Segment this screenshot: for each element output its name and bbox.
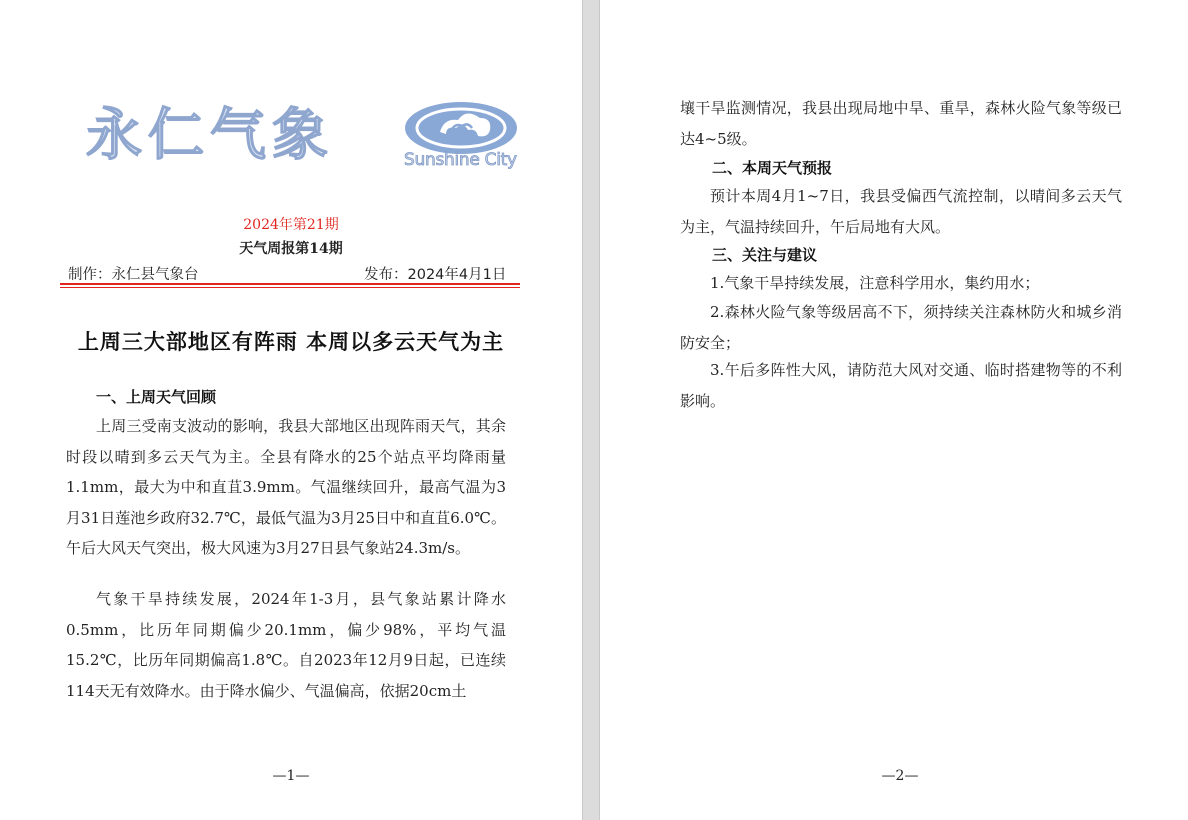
issue-number: 2024年第21期 [243, 217, 339, 233]
headline: 上周三大部地区有阵雨 本周以多云天气为主 [77, 329, 505, 354]
issue-subtitle: 天气周报第14期 [239, 241, 343, 257]
masthead [86, 98, 526, 182]
header-divider-thick [60, 283, 520, 285]
page-2 [600, 0, 1188, 820]
masthead-subtitle: Sunshine City [404, 150, 517, 170]
advice-item-2: 2.森林火险气象等级居高不下，须持续关注森林防火和城乡消防安全； [680, 303, 1122, 352]
advice-item-3: 3.午后多阵性大风，请防范大风对交通、临时搭建物等的不利影响。 [680, 361, 1122, 410]
page-number-2: —2— [881, 768, 919, 784]
producer-label: 制作：永仁县气象台 [68, 267, 199, 283]
section-review-title: 一、上周天气回顾 [96, 388, 217, 406]
section-forecast-title: 二、本周天气预报 [712, 159, 833, 177]
review-paragraph-2: 气象干旱持续发展，2024年1-3月，县气象站累计降水0.5mm，比历年同期偏少20.1mm，偏少98%，平均气温15.2℃，比历年同期偏高1.8℃。自2023年12月9日起，已连续114天无有效降水。由于降水偏少、气温偏高，依据20cm土 [66, 590, 506, 700]
section-advice-title: 三、关注与建议 [712, 246, 818, 264]
page-1 [0, 0, 582, 820]
page-number-1: —1— [272, 768, 310, 784]
masthead-title: 永仁气象 [86, 103, 334, 168]
review-paragraph-continued: 壤干旱监测情况，我县出现局地中旱、重旱，森林火险气象等级已达4~5级。 [680, 99, 1122, 148]
forecast-paragraph: 预计本周4月1~7日，我县受偏西气流控制，以晴间多云天气为主，气温持续回升，午后局地有大风。 [680, 187, 1122, 236]
page-gutter [582, 0, 600, 820]
header-divider-thin [60, 287, 520, 288]
advice-item-1: 1.气象干旱持续发展，注意科学用水，集约用水； [710, 274, 1040, 292]
review-paragraph-1: 上周三受南支波动的影响，我县大部地区出现阵雨天气，其余时段以晴到多云天气为主。全县有降水的25个站点平均降雨量1.1mm，最大为中和直苴3.9mm。气温继续回升，最高气温为3月31日莲池乡政府32.7℃，最低气温为3月25日中和直苴6.0℃。午后大风天气突出，极大风速为3月27日县气象站24.3m/s。 [66, 417, 506, 557]
publish-date: 发布：2024年4月1日 [364, 267, 507, 283]
